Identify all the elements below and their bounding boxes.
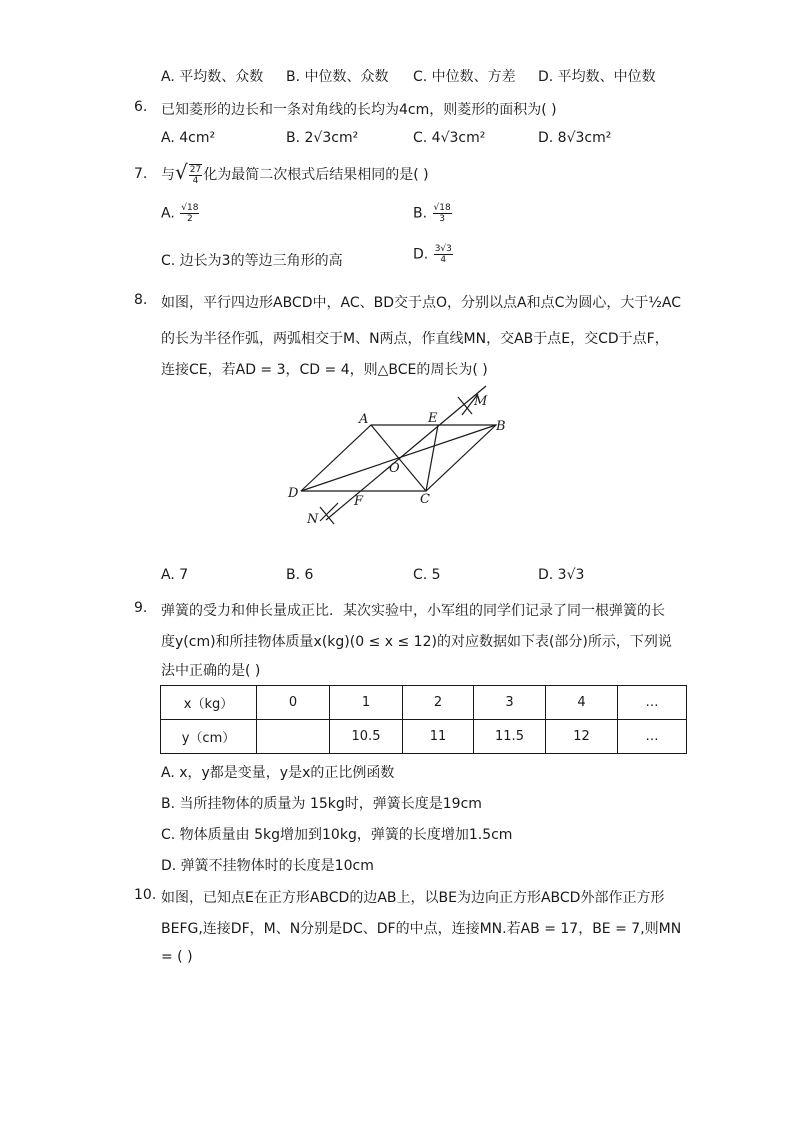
table-row (161, 720, 687, 754)
q5-option-b: B. 中位数、众数 (286, 69, 389, 85)
table-cell: 4 (546, 686, 618, 720)
table-cell: … (618, 720, 687, 754)
q9-line2: 度y(cm)和所挂物体质量x(kg)(0 ≤ x ≤ 12)的对应数据如下表(部分)所示，下列说 (161, 634, 672, 650)
q8-label-o: O (389, 461, 400, 476)
q8-label-c: C (420, 492, 430, 507)
q8-number: 8. (134, 292, 148, 308)
q10-line3: = ( ) (161, 949, 193, 965)
q8-label-e: E (428, 411, 438, 426)
table-cell: 10.5 (330, 720, 403, 754)
q8-label-n: N (307, 512, 319, 527)
q7-radicand-den: 4 (192, 176, 199, 186)
q9-option-b: B. 当所挂物体的质量为 15kg时，弹簧长度是19cm (161, 796, 482, 812)
q6-stem: 已知菱形的边长和一条对角线的长均为4cm，则菱形的面积为( ) (161, 102, 557, 118)
q7-radicand-num: 27 (189, 165, 202, 175)
q5-option-a: A. 平均数、众数 (161, 69, 264, 85)
q7-number: 7. (134, 166, 148, 182)
table-cell: 0 (257, 686, 330, 720)
table-cell (257, 720, 330, 754)
q6-option-d: D. 8√3cm² (538, 130, 612, 146)
q9-line3: 法中正确的是( ) (161, 663, 261, 679)
table-cell: 2 (403, 686, 474, 720)
q7-stem-post: 化为最简二次根式后结果相同的是( ) (203, 167, 429, 183)
q9-option-c: C. 物体质量由 5kg增加到10kg，弹簧的长度增加1.5cm (161, 827, 513, 843)
q7-option-d: D. $\frac{3√3}{4}$ (413, 244, 452, 265)
q8-label-a: A (359, 412, 369, 427)
q8-label-m: M (474, 394, 488, 409)
q7-stem: 与√ $\frac{27}{4}$ 化为最简二次根式后结果相同的是( ) (161, 160, 429, 186)
q8-line3: 连接CE，若AD = 3，CD = 4，则△BCE的周长为( ) (161, 362, 488, 378)
q6-number: 6. (134, 99, 148, 115)
q9-number: 9. (134, 600, 148, 616)
q8-option-c: C. 5 (413, 567, 441, 583)
table-cell: 11 (403, 720, 474, 754)
q8-figure (280, 382, 510, 532)
q9-line1: 弹簧的受力和伸长量成正比．某次实验中，小军组的同学们记录了同一根弹簧的长 (161, 603, 665, 619)
q8-line1: 如图，平行四边形ABCD中，AC、BD交于点O，分别以点A和点C为圆心，大于½AC (161, 295, 682, 311)
q8-option-b: B. 6 (286, 567, 314, 583)
q8-label-b: B (496, 419, 506, 434)
table-cell: y（cm） (161, 720, 257, 754)
table-cell: 1 (330, 686, 403, 720)
q8-label-d: D (288, 486, 299, 501)
q9-option-d: D. 弹簧不挂物体时的长度是10cm (161, 858, 374, 874)
q9-table (160, 685, 687, 754)
q10-line1: 如图，已知点E在正方形ABCD的边AB上，以BE为边向正方形ABCD外部作正方形 (161, 890, 665, 906)
q10-line2: BEFG,连接DF，M、N分别是DC、DF的中点，连接MN.若AB = 17，BE = 7,则MN (161, 921, 682, 937)
q6-option-c: C. 4√3cm² (413, 130, 486, 146)
q5-option-c: C. 中位数、方差 (413, 69, 516, 85)
q5-option-d: D. 平均数、中位数 (538, 69, 656, 85)
table-cell: 12 (546, 720, 618, 754)
table-row (161, 686, 687, 720)
q8-option-d: D. 3√3 (538, 567, 585, 583)
q8-line2: 的长为半径作弧，两弧相交于M、N两点，作直线MN，交AB于点E，交CD于点F， (161, 331, 669, 347)
q10-number: 10. (134, 887, 157, 903)
q7-stem-pre: 与 (161, 167, 175, 183)
table-cell: x（kg） (161, 686, 257, 720)
q7-option-c: C. 边长为3的等边三角形的高 (161, 253, 343, 269)
q8-option-a: A. 7 (161, 567, 189, 583)
table-cell: 3 (474, 686, 546, 720)
q6-option-a: A. 4cm² (161, 130, 216, 146)
q8-label-f: F (354, 494, 364, 509)
q7-option-a: A. $\frac{√18}{2}$ (161, 203, 199, 224)
table-cell: … (618, 686, 687, 720)
table-cell: 11.5 (474, 720, 546, 754)
q7-option-b: B. $\frac{√18}{3}$ (413, 203, 451, 224)
q6-option-b: B. 2√3cm² (286, 130, 359, 146)
q9-option-a: A. x，y都是变量，y是x的正比例函数 (161, 765, 395, 781)
